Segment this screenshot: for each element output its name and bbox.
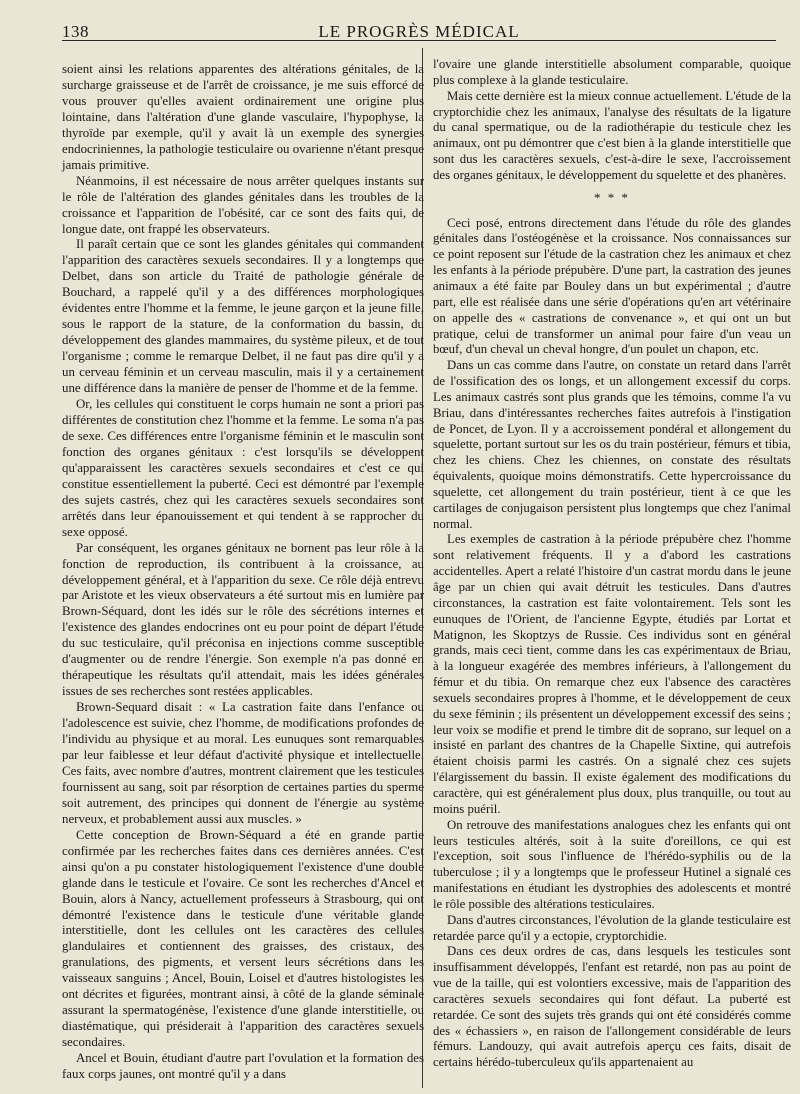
- paragraph: Ceci posé, entrons directement dans l'étude du rôle des glandes génitales dans l'ostéogénèse et la croissance. Nos connaissances sur ce point reposent sur l'étude de la castration chez les animaux et chez les enfants à la période prépubère. D'une part, la castration des jeunes animaux a été faite par Bouley dans un but expérimental ; d'autre part, elle est réalisée dans une série d'opérations qu'en art vétérinaire on appelle des « castrations de convenance », et qui ont un but pratique, celui de transformer un animal pour faire d'un veau un bœuf, d'un cheval un cheval hongre, d'un poulet un chapon, etc.: [433, 215, 791, 357]
- paragraph: Cette conception de Brown-Séquard a été en grande partie confirmée par les recherches faites dans ces dernières années. C'est ainsi qu'on a pu constater histologiquement l'existence d'une double glande dans le testicule et l'ovaire. Ce sont les recherches d'Ancel et Bouin, alors à Nancy, actuellement professeurs à Strasbourg, qui ont démontré l'existence dans le testicule d'une véritable glande interstitielle, dont les cellules ont les caractères des cellules glandulaires et contiennent des graisses, des cristaux, des granulations, des pigments, et versent leurs sécrétions dans les vaisseaux sanguins ; Ancel, Bouin, Loisel et d'autres histologistes les ont décrites et figurées, montrant ainsi, à côté de la glande séminale assurant la spermatogénèse, l'existence d'une glande interstitielle, ou diastématique, qui présiderait à l'apparition des caractères sexuels secondaires.: [62, 827, 424, 1050]
- paragraph: Mais cette dernière est la mieux connue actuellement. L'étude de la cryptorchidie chez les animaux, l'analyse des résultats de la ligature du canal spermatique, ou de la radiothérapie du testicule chez les animaux, ont pu démontrer que c'est bien à la glande interstitielle que sont dus les caractères sexuels, c'est-à-dire le sexe, l'accroissement des organes génitaux, le développement du squelette et des phanères.: [433, 88, 791, 182]
- journal-title: LE PROGRÈS MÉDICAL: [318, 22, 520, 41]
- left-column: [62, 62, 424, 1083]
- paragraph: Par conséquent, les organes génitaux ne bornent pas leur rôle à la fonction de reproduction, ils contribuent à la croissance, au développement général, et à l'apparition du sexe. Ce rôle déjà entrevu par Aristote et les vieux observateurs a été surtout mis en lumière par Brown-Séquard, dont les idés sur le rôle des sécrétions internes et l'existence des glandes endocrines ont eu pour point de départ l'étude du suc testiculaire, qu'il préconisa en injections comme susceptible d'augmenter ou de rendre l'énergie. Son exemple n'a pas donné en thérapeutique les résultats qu'il attendait, mais les idées générales issues de ses recherches sont restées applicables.: [62, 540, 424, 699]
- paragraph: Dans d'autres circonstances, l'évolution de la glande testiculaire est retardée parce qu'il y a ectopie, cryptorchidie.: [433, 912, 791, 943]
- paragraph: On retrouve des manifestations analogues chez les enfants qui ont leurs testicules altérés, soit à la suite d'oreillons, ce qui est l'exception, soit sous l'influence de l'hérédo-syphilis ou de la tuberculose ; il y a longtemps que le professeur Hutinel a signalé ces manifestations en étudiant les dystrophies des adolescents et montré le rôle possible des altérations testiculaires.: [433, 817, 791, 911]
- paragraph: Les exemples de castration à la période prépubère chez l'homme sont relativement fréquents. Il y a d'abord les castrations accidentelles. Apert a relaté l'histoire d'un castrat mordu dans le jeune âge par un chien qui avait détruit les testicules. Dans d'autres circonstances, la castration est faite volontairement. Tels sont les eunuques de l'Orient, de l'ancienne Egypte, étudiés par Lortat et Matignon, les Skoptzys de Russie. Ces individus sont en général grands, mais ceci tient, comme dans les cas expérimentaux de Briau, à la longueur exagérée des membres inférieurs, à l'allongement du fémur et du tibia. On remarque chez eux l'absence des caractères sexuels secondaires propres à l'homme, et le développement de ceux du sexe féminin ; ils présentent un développement excessif des seins ; leur voix se modifie et prend le timbre dit de soprano, sur lequel on a insisté en parlant des chantres de la Chapelle Sixtine, qui autrefois étaient choisis parmi les castrés. On a signalé chez ces sujets l'élargissement du bassin. Il existe également des modifications du caractère, qui est généralement plus doux, plus tranquille, ou tout au moins puéril.: [433, 532, 791, 816]
- paragraph: soient ainsi les relations apparentes des altérations génitales, de la surcharge graisseuse et de l'arrêt de croissance, je me suis efforcé de vous prouver qu'elles avaient ordinairement une origine plus lointaine, dans l'altération d'une glande vasculaire, l'hypophyse, la thyroïde par exemple, qu'il y avait là un exemple des synergies endocriniennes, la pathologie testiculaire ou ovarienne n'étant presque jamais primitive.: [62, 62, 424, 172]
- page-number: 138: [62, 22, 89, 41]
- paragraph: l'ovaire une glande interstitielle absolument comparable, quoique plus complexe à la glande testiculaire.: [433, 57, 791, 87]
- section-break-asterism: * * *: [594, 189, 630, 205]
- right-column: [433, 57, 791, 1071]
- paragraph: Dans un cas comme dans l'autre, on constate un retard dans l'arrêt de l'ossification des os longs, et un allongement excessif du corps. Les animaux castrés sont plus grands que les témoins, comme l'a vu Briau, dans d'intéressantes recherches faites autrefois à l'instigation de Poncet, de Lyon. Il y a accroissement pondéral et allongement du squelette, portant surtout sur les os du train postérieur, fémurs et tibia, chez les chiens. Chez les chiennes, on constate des résultats équivalents, quoique moins démonstratifs. Cette hypercroissance du squelette, cet allongement du train postérieur, tient à ce que les cartilages de conjugaison persistent plus longtemps que chez l'animal normal.: [433, 358, 791, 531]
- page-header: [62, 14, 776, 41]
- paragraph: Or, les cellules qui constituent le corps humain ne sont a priori pas différentes de constitution chez l'homme et la femme. Le soma n'a pas de sexe. Ces différences entre l'organisme féminin et le masculin sont fonction des organes génitaux : c'est lorsqu'ils se développent qu'apparaissent les caractères sexuels secondaires et c'est ce qui constitue essentiellement la puberté. Ceci est démontré par l'exemple des sujets castrés, chez qui les caractères sexuels secondaires sont arrêtés dans leur épanouissement et qui tendent à se rapprocher du sexe opposé.: [62, 397, 424, 539]
- paragraph: Il paraît certain que ce sont les glandes génitales qui commandent l'apparition des caractères sexuels secondaires. Il y a longtemps que Delbet, dans son article du Traité de pathologie générale de Bouchard, a rappelé qu'il y a des différences morphologiques évidentes entre l'homme et la femme, le jeune garçon et la jeune fille, sous le rapport de la stature, de la conformation du bassin, du développement des glandes mammaires, du système pileux, et de tout l'organisme ; comme le remarque Delbet, il ne faut pas dire qu'il y a un cerveau féminin et un cerveau masculin, mais il y a certainement une différence dans la manière de penser de l'homme et de la femme.: [62, 237, 424, 396]
- paragraph: Ancel et Bouin, étudiant d'autre part l'ovulation et la formation des faux corps jaunes, ont montré qu'il y a dans: [62, 1051, 424, 1082]
- paragraph: Néanmoins, il est nécessaire de nous arrêter quelques instants sur le rôle de l'altération des glandes génitales dans les troubles de la croissance et l'apparition de l'obésité, car ce sont des faits qui, de longue date, ont frappé les observateurs.: [62, 173, 424, 236]
- paragraph: Brown-Sequard disait : « La castration faite dans l'enfance ou l'adolescence est suivie, chez l'homme, de modifications profondes de l'individu au physique et au moral. Les eunuques sont remarquables par leur faiblesse et leur défaut d'activité physique et intellectuelle. Ces faits, avec nombre d'autres, montrent clairement que les testicules fournissent au sang, soit par résorption de certaines parties du sperme soit autrement, des principes qui donnent de l'énergie au système nerveux, et probablement aussi aux muscles. »: [62, 700, 424, 826]
- paragraph: Dans ces deux ordres de cas, dans lesquels les testicules sont insuffisamment développés, l'enfant est retardé, non pas au point de vue de la taille, qui est volontiers excessive, mais de l'apparition des caractères sexuels secondaires qui font défaut. La puberté est retardée. Ce sont des sujets très grands qui ont été considérés comme des « échassiers », en raison de l'allongement considérable de leurs fémurs. Landouzy, qui avait autrefois aperçu ces faits, disait de certains hérédo-tuberculeux qu'ils appartenaient au: [433, 944, 791, 1070]
